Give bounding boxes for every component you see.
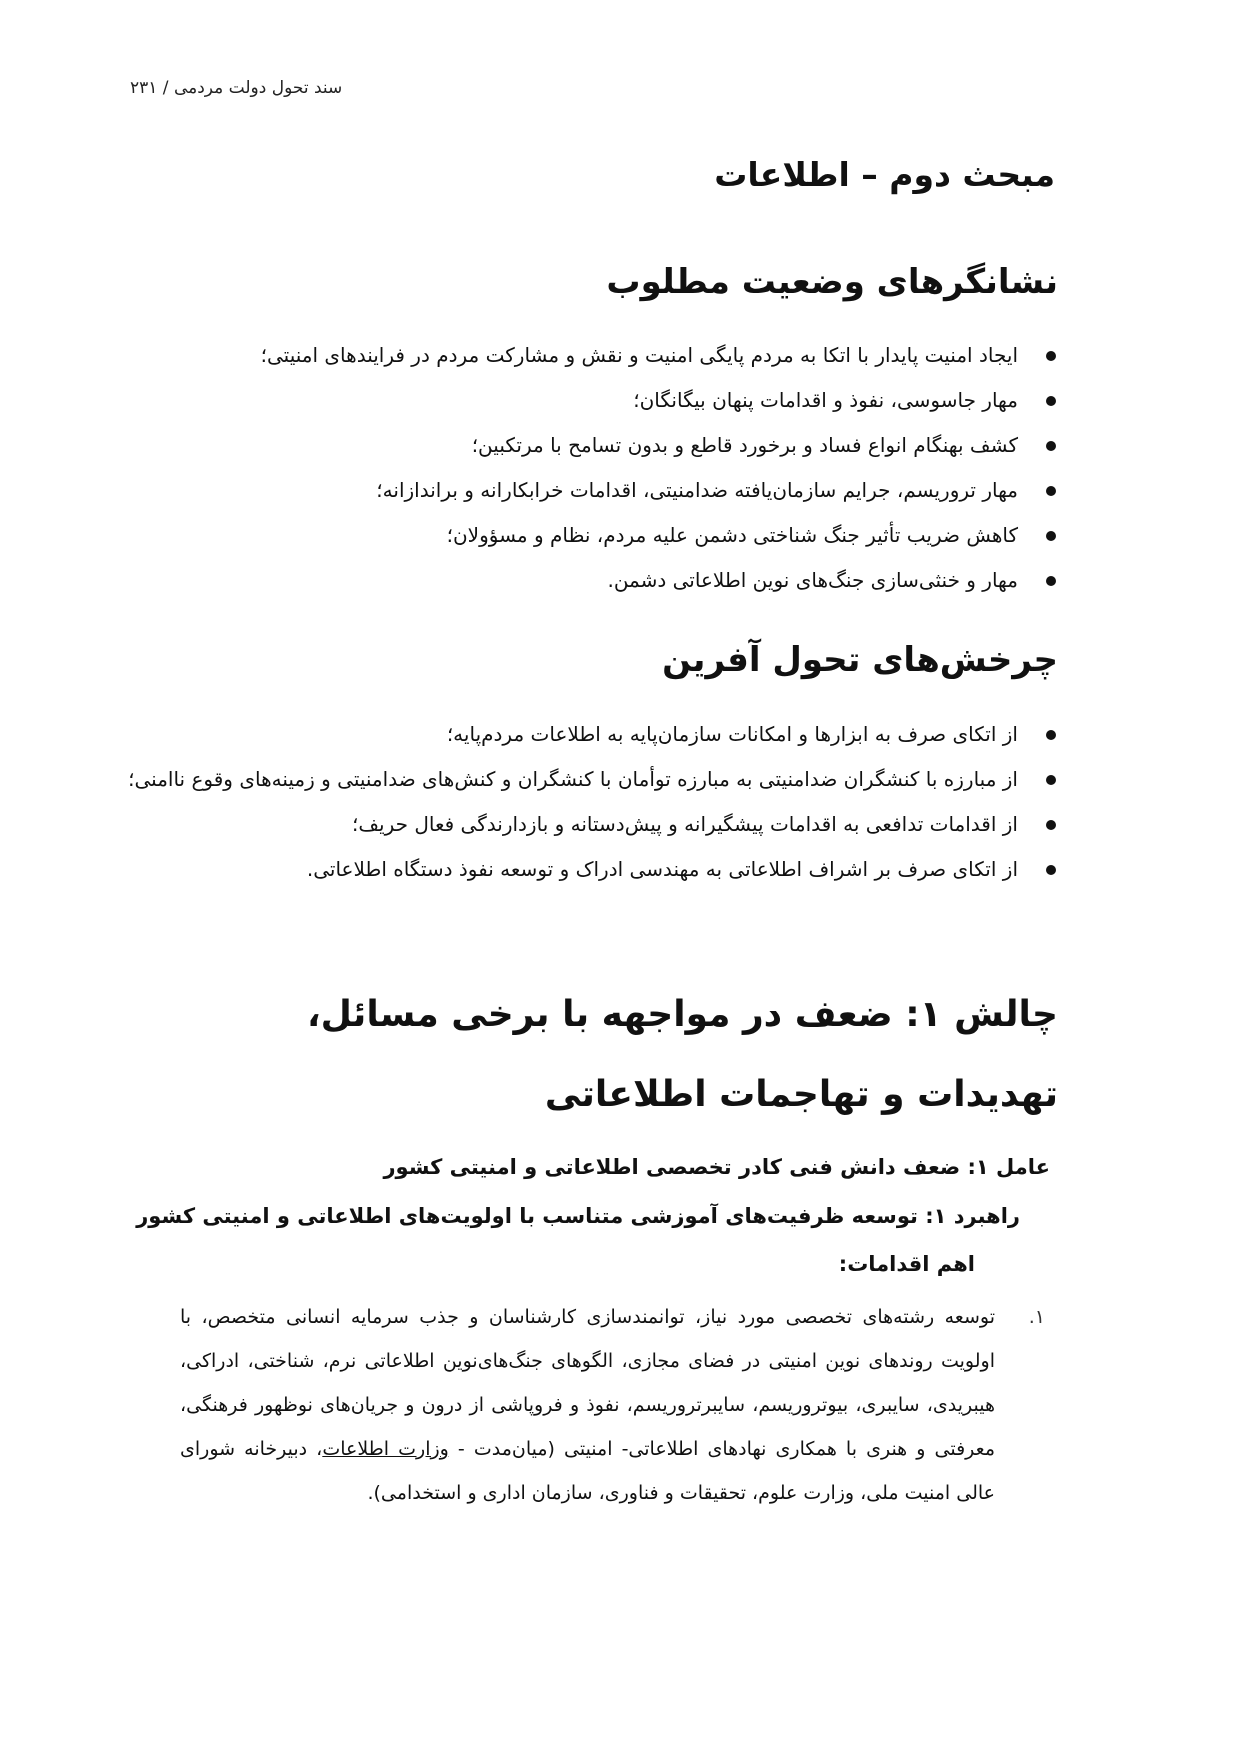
action-text-start: توسعه رشته‌های تخصصی مورد نیاز، توانمندسازی کارشناسان و جذب سرمایه انسانی متخصص، با اولویت روندهای نوین امنیتی در فضای مجازی، الگوهای جنگ‌های‌نوین اطلاعاتی نرم، شناختی، ادراکی، هیبریدی، سایبری، بیوتروریسم، سایبرتروریسم، نفوذ و فروپاشی از درون و جریان‌های نوظهور فرهنگی، معرفتی و هنری با همکاری نهادهای اطلاعاتی- امنیتی (میان‌مدت -: [180, 1306, 995, 1460]
action-item: [180, 1295, 1045, 1515]
action-number: ۱.: [1028, 1306, 1045, 1328]
factor-line: عامل ۱: ضعف دانش فنی کادر تخصصی اطلاعاتی و امنیتی کشور: [383, 1155, 1050, 1179]
list-item: از اتکای صرف بر اشراف اطلاعاتی به مهندسی ادراک و توسعه نفوذ دستگاه اطلاعاتی.: [115, 847, 1060, 892]
list-item: مهار جاسوسی، نفوذ و اقدامات پنهان بیگانگان؛: [160, 378, 1060, 423]
action-text-end: ، دبیرخانه شورای عالی امنیت ملی، وزارت علوم، تحقیقات و فناوری، سازمان اداری و استخدامی).: [180, 1438, 995, 1504]
list-item: کاهش ضریب تأثیر جنگ شناختی دشمن علیه مردم، نظام و مسؤولان؛: [160, 513, 1060, 558]
transformative-shifts-heading: چرخش‌های تحول آفرین: [662, 640, 1058, 680]
list-item: از اتکای صرف به ابزارها و امکانات سازمان‌پایه به اطلاعات مردم‌پایه؛: [115, 712, 1060, 757]
strategy-line: راهبرد ۱: توسعه ظرفیت‌های آموزشی متناسب با اولویت‌های اطلاعاتی و امنیتی کشور: [136, 1204, 1020, 1228]
transformative-shifts-list: [115, 712, 1060, 892]
running-header: سند تحول دولت مردمی / ۲۳۱: [130, 78, 343, 98]
list-item: مهار و خنثی‌سازی جنگ‌های نوین اطلاعاتی دشمن.: [160, 558, 1060, 603]
actions-list: [180, 1295, 1045, 1515]
challenge-heading: چالش ۱: ضعف در مواجهه با برخی مسائل، تهدیدات و تهاجمات اطلاعاتی: [307, 994, 1058, 1115]
desired-status-list: [160, 333, 1060, 603]
list-item: ایجاد امنیت پایدار با اتکا به مردم پایگی امنیت و نقش و مشارکت مردم در فرایندهای امنیتی؛: [160, 333, 1060, 378]
lead-agency: وزارت اطلاعات: [322, 1438, 449, 1460]
list-item: از اقدامات تدافعی به اقدامات پیشگیرانه و پیش‌دستانه و بازدارندگی فعال حریف؛: [115, 802, 1060, 847]
section-title: مبحث دوم – اطلاعات: [714, 155, 1055, 194]
actions-label: اهم اقدامات:: [838, 1252, 975, 1276]
list-item: از مبارزه با کنشگران ضدامنیتی به مبارزه توأمان با کنشگران و کنش‌های ضدامنیتی و زمینه‌های وقوع ناامنی؛: [115, 757, 1060, 802]
list-item: کشف بهنگام انواع فساد و برخورد قاطع و بدون تسامح با مرتکبین؛: [160, 423, 1060, 468]
list-item: مهار تروریسم، جرایم سازمان‌یافته ضدامنیتی، اقدامات خرابکارانه و براندازانه؛: [160, 468, 1060, 513]
desired-status-heading: نشانگرهای وضعیت مطلوب: [606, 262, 1058, 302]
